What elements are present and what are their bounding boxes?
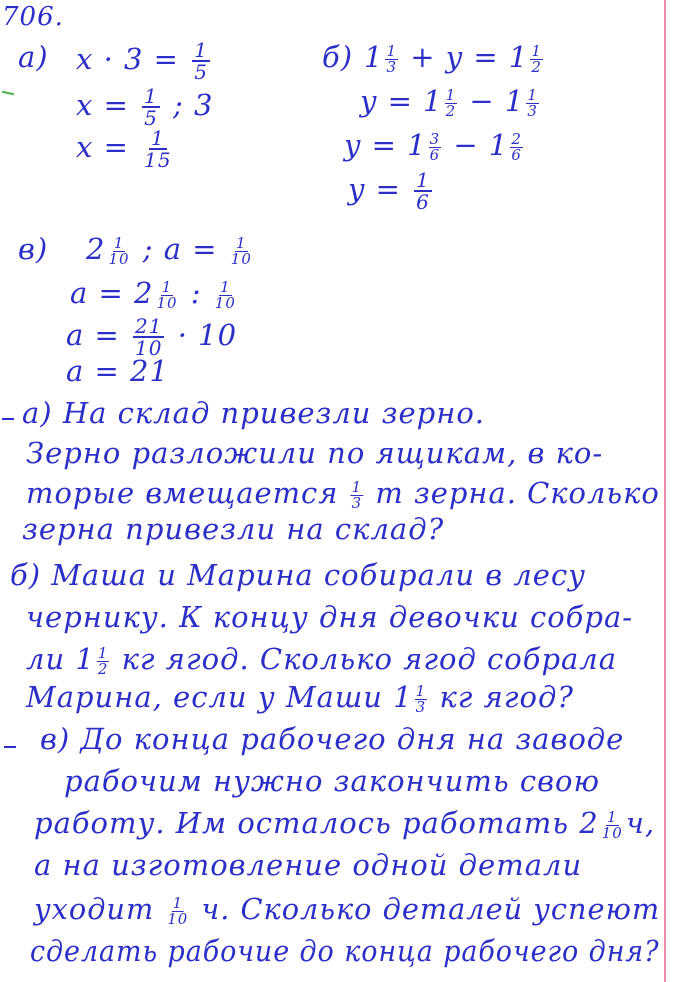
part-v-label: в) bbox=[18, 232, 49, 266]
part-a-label: а) bbox=[18, 40, 49, 74]
problem-b-line-1: б) Маша и Марина собирали в лесу bbox=[10, 558, 587, 592]
problem-v-dash bbox=[4, 746, 16, 748]
problem-a-line-1: а) На склад привезли зерно. bbox=[22, 396, 485, 430]
part-b-label: б) bbox=[322, 40, 354, 74]
part-v-line-3: a = $\frac{21}{10}$ · 10 bbox=[66, 314, 238, 360]
part-v-line-4: a = 21 bbox=[66, 354, 169, 388]
part-b-line-2: y = 1 $\frac{1}{2}$ − 1 $\frac{1}{3}$ bbox=[360, 84, 538, 120]
problem-a-line-3: торые вмещается $\frac{1}{3}$ т зерна. Сколько bbox=[26, 476, 660, 512]
problem-v-line-3: работу. Им осталось работать 2 $\frac{1}{10}$ ч, bbox=[34, 806, 656, 842]
margin-mark bbox=[2, 91, 14, 95]
problem-a-line-2: Зерно разложили по ящикам, в ко- bbox=[26, 436, 604, 470]
problem-b-line-4: Марина, если у Маши 1 $\frac{1}{3}$ кг ягод? bbox=[26, 680, 574, 716]
problem-v-line-1: в) До конца рабочего дня на заводе bbox=[40, 722, 625, 756]
problem-b-line-3: ли 1 $\frac{1}{2}$ кг ягод. Сколько ягод собрала bbox=[26, 642, 618, 678]
part-a-line-2: x = $\frac{1}{5}$ ; 3 bbox=[76, 84, 214, 130]
part-a-line-3: x = $\frac{1}{15}$ bbox=[76, 126, 172, 172]
problem-a-line-4: зерна привезли на склад? bbox=[22, 512, 445, 546]
part-a-line-1: x · 3 = $\frac{1}{5}$ bbox=[76, 38, 208, 84]
part-b-line-3: y = 1 $\frac{3}{6}$ − 1 $\frac{2}{6}$ bbox=[344, 128, 522, 164]
exercise-number: 706. bbox=[2, 2, 64, 32]
problem-v-line-4: а на изготовление одной детали bbox=[34, 848, 583, 882]
page-margin-line bbox=[664, 0, 666, 982]
problem-b-line-2: чернику. К концу дня девочки собра- bbox=[26, 600, 634, 634]
problem-a-dash bbox=[2, 418, 14, 420]
problem-v-line-6: сделать рабочие до конца рабочего дня? bbox=[30, 934, 660, 968]
part-b-line-1: 1 $\frac{1}{3}$ + y = 1 $\frac{1}{2}$ bbox=[364, 40, 542, 76]
problem-v-line-5: уходит $\frac{1}{10}$ ч. Сколько деталей успеют bbox=[34, 892, 661, 928]
part-v-line-1: 2 $\frac{1}{10}$ ; a = $\frac{1}{10}$ bbox=[86, 232, 252, 268]
part-v-line-2: a = 2 $\frac{1}{10}$ : $\frac{1}{10}$ bbox=[70, 276, 236, 312]
problem-v-line-2: рабочим нужно закончить свою bbox=[64, 764, 600, 798]
part-b-line-4: y = $\frac{1}{6}$ bbox=[348, 168, 430, 214]
